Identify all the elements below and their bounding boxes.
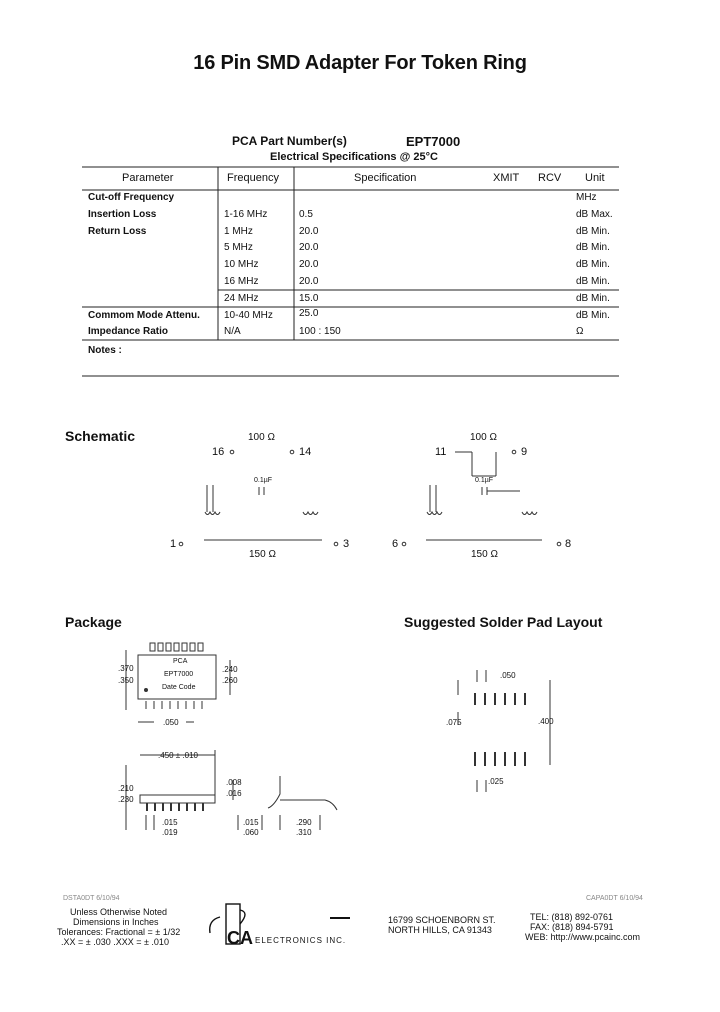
sch-left-r-top: 100 Ω [248, 432, 275, 443]
table-row-spec: 25.0 [299, 308, 319, 319]
sch-right-r-bottom: 150 Ω [471, 549, 498, 560]
pad-dim-050: .050 [500, 671, 516, 680]
col-frequency: Frequency [227, 172, 279, 184]
pad-dim-400: .400 [538, 717, 554, 726]
solder-heading: Suggested Solder Pad Layout [404, 614, 603, 630]
tel: TEL: (818) 892-0761 [530, 912, 614, 922]
pad-dim-075: .075 [446, 718, 462, 727]
table-row-freq: N/A [224, 326, 241, 337]
tolerance-line2: Dimensions in Inches [73, 917, 159, 927]
pkg-dim-370: .370 [118, 664, 134, 673]
table-row-freq: 24 MHz [224, 293, 259, 304]
pkg-dim-016: .016 [226, 789, 242, 798]
table-row-spec: 20.0 [299, 276, 319, 287]
pkg-dim-015: .015 [162, 818, 178, 827]
spec-subtitle: Electrical Specifications @ 25°C [270, 151, 438, 163]
svg-text:C: C [227, 928, 240, 948]
pkg-dim-008: .008 [226, 778, 242, 787]
table-row-spec: 0.5 [299, 209, 313, 220]
schematic-heading: Schematic [65, 428, 136, 444]
sch-left-pin-1: 1 [170, 538, 177, 550]
part-number: EPT7000 [406, 134, 461, 149]
package-heading: Package [65, 614, 122, 630]
pkg-body-line1: PCA [173, 658, 188, 665]
sch-right-pin-8: 8 [565, 538, 572, 550]
table-row-unit: dB Min. [576, 293, 610, 304]
pkg-dim-015b: .015 [243, 818, 259, 827]
table-row-spec: 15.0 [299, 293, 319, 304]
address-line1: 16799 SCHOENBORN ST. [388, 915, 496, 925]
sch-left-pin-16: 16 [212, 446, 225, 458]
pkg-dim-290: .290 [296, 818, 312, 827]
table-row-freq: 10-40 MHz [224, 310, 273, 321]
table-row-param: Return Loss [88, 226, 147, 237]
pkg-dim-350: .350 [118, 676, 134, 685]
sch-left-r-bottom: 150 Ω [249, 549, 276, 560]
table-row-unit: dB Min. [576, 242, 610, 253]
pkg-dim-019: .019 [162, 828, 178, 837]
table-row-freq: 10 MHz [224, 259, 259, 270]
svg-text:A: A [240, 928, 253, 948]
sch-right-pin-6: 6 [392, 538, 399, 550]
footer-left-code: DSTA0DT 6/10/94 [63, 895, 120, 902]
table-row-freq: 1-16 MHz [224, 209, 268, 220]
notes-label: Notes : [88, 345, 122, 356]
pkg-dim-450: .450 ± .010 [158, 751, 198, 760]
tolerance-line3: Tolerances: Fractional = ± 1/32 [57, 927, 181, 937]
fax: FAX: (818) 894-5791 [530, 922, 614, 932]
logo-text: ELECTRONICS INC. [255, 936, 347, 945]
table-row-spec: 20.0 [299, 259, 319, 270]
pad-dim-025: .025 [488, 777, 504, 786]
pkg-dim-060: .060 [243, 828, 259, 837]
pkg-dim-210: .210 [118, 784, 134, 793]
pkg-dim-260: .260 [222, 676, 238, 685]
table-row-unit: dB Min. [576, 259, 610, 270]
table-row-spec: 100 : 150 [299, 326, 341, 337]
pkg-dim-050: .050 [163, 718, 179, 727]
web-link[interactable]: WEB: http://www.pcainc.com [525, 932, 641, 942]
table-row-unit: dB Min. [576, 276, 610, 287]
tolerance-line4: .XX = ± .030 .XXX = ± .010 [61, 937, 169, 947]
part-number-label: PCA Part Number(s) [232, 134, 347, 148]
sch-right-pin-11: 11 [435, 446, 447, 458]
sch-left-pin-14: 14 [299, 446, 312, 458]
table-row-param: Impedance Ratio [88, 326, 169, 337]
pkg-body-line3: Date Code [162, 684, 196, 691]
table-row-freq: 16 MHz [224, 276, 259, 287]
col-unit: Unit [585, 172, 605, 184]
sch-right-cap: 0.1µF [475, 477, 494, 484]
table-row-unit: dB Min. [576, 310, 610, 321]
sch-right-r-top: 100 Ω [470, 432, 497, 443]
table-row-unit: MHz [576, 192, 597, 203]
table-row-unit: Ω [576, 326, 584, 337]
footer-right-code: CAPA0DT 6/10/94 [586, 895, 643, 902]
table-row-spec: 20.0 [299, 242, 319, 253]
col-xmit: XMIT [493, 172, 520, 184]
sch-left-pin-3: 3 [343, 538, 350, 550]
table-row-freq: 5 MHz [224, 242, 253, 253]
sch-left-cap: 0.1µF [254, 477, 273, 484]
table-row-freq: 1 MHz [224, 226, 253, 237]
table-row-param: Cut-off Frequency [88, 192, 175, 203]
col-specification: Specification [354, 172, 417, 184]
address-line2: NORTH HILLS, CA 91343 [388, 925, 492, 935]
sch-right-pin-9: 9 [521, 446, 528, 458]
table-row-unit: dB Max. [576, 209, 613, 220]
table-row-param: Commom Mode Attenu. [88, 310, 200, 321]
table-row-spec: 20.0 [299, 226, 319, 237]
col-parameter: Parameter [122, 172, 174, 184]
col-rcv: RCV [538, 172, 562, 184]
table-row-param: Insertion Loss [88, 209, 157, 220]
tolerance-line1: Unless Otherwise Noted [70, 907, 168, 917]
table-row-unit: dB Min. [576, 226, 610, 237]
pkg-body-line2: EPT7000 [164, 671, 194, 678]
pkg-dim-310: .310 [296, 828, 312, 837]
page-title: 16 Pin SMD Adapter For Token Ring [193, 52, 527, 74]
pkg-dim-230: .230 [118, 795, 134, 804]
pkg-dim-240: .240 [222, 665, 238, 674]
